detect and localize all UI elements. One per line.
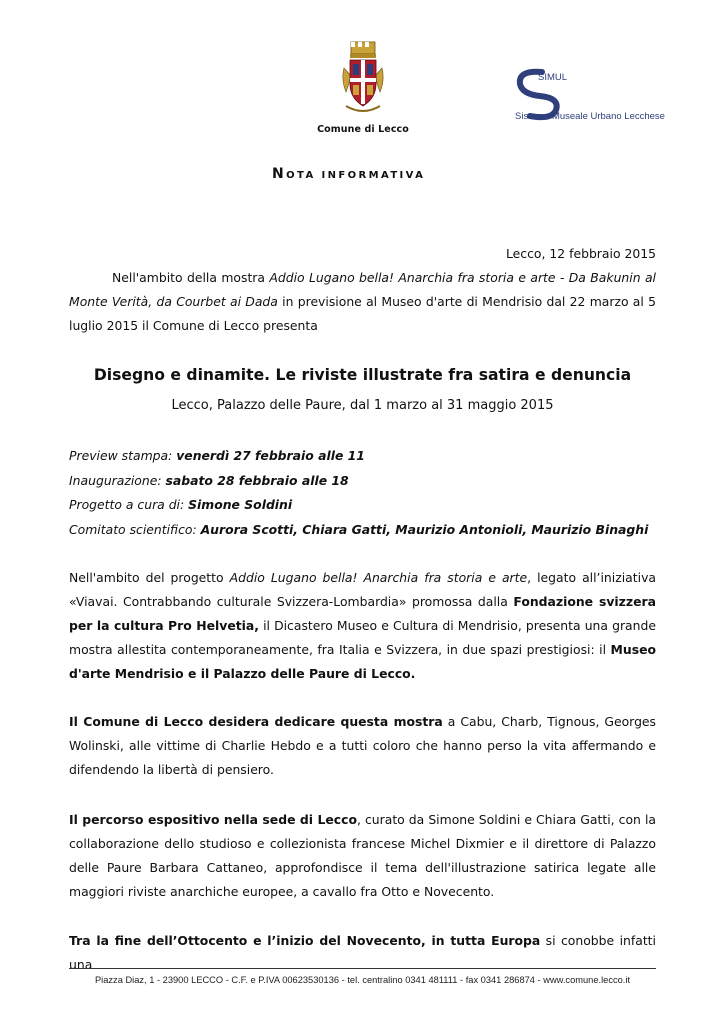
para4-bold: Tra la fine dell’Ottocento e l’inizio del Novecento, in tutta Europa [69,933,541,948]
simul-logo-text: SIMUL [538,72,568,83]
comune-di-lecco-logo [316,40,410,135]
paragraph-project [69,566,656,686]
page-heading [272,166,425,182]
credit-preview [69,444,648,469]
para3-bold: Il percorso espositivo nella sede di Lecco [69,812,357,827]
heading-first-letter: N [272,166,287,182]
credit-committee [69,518,648,543]
para1-text-a: Nell'ambito del progetto [69,570,230,585]
paragraph-exhibition-path [69,808,656,904]
exhibition-title: Disegno e dinamite. Le riviste illustrate fra satira e denuncia [93,366,632,384]
credit-curator [69,493,648,518]
intro-text-2: in previsione al Museo d'arte di Mendrisio dal 22 marzo al 5 luglio 2015 il Comune di Lecco presenta [69,294,657,333]
crest-caption: Comune di Lecco [317,124,409,135]
heading-rest: OTA INFORMATIVA [286,170,426,181]
exhibition-subtitle: Lecco, Palazzo delle Paure, dal 1 marzo al 31 maggio 2015 [171,398,554,413]
simul-caption: Sistema Museale Urbano Lecchese [515,111,665,122]
credit-value: Aurora Scotti, Chiara Gatti, Maurizio Antonioli, Maurizio Binaghi [200,521,649,537]
intro-text-1: Nell'ambito della mostra [112,270,270,285]
intro-exhibition-name: Addio Lugano bella! Anarchia fra storia e arte - Da Bakunin al Monte Verità, da Courbet ai Dada [69,270,656,309]
coat-of-arms-icon [340,40,386,118]
para2-bold: Il Comune di Lecco desidera dedicare questa mostra [69,714,443,729]
para1-text-b: , legato all’iniziativa «Viavai. Contrabbando culturale Svizzera-Lombardia» promossa dalla [69,570,656,609]
credit-label: Inaugurazione: [69,472,166,488]
credit-value: Simone Soldini [188,497,293,512]
dateline: Lecco, 12 febbraio 2015 [506,246,656,261]
credits-list [69,444,648,542]
para3-text: , curato da Simone Soldini e Chiara Gatti, con la collaborazione dello studioso e collezionista francese Michel Dixmier e il direttore di Palazzo delle Paure Barbara Cattaneo, approfondisce il tema dell'illustrazione satirica legate alle maggiori riviste anarchiche europee, a cavallo fra Otto e Novecento. [69,812,656,899]
para1-italic: Addio Lugano bella! Anarchia fra storia e arte [229,570,528,585]
footer-divider [69,968,656,969]
credit-inauguration [69,469,648,494]
intro-paragraph [69,266,656,338]
paragraph-history [69,929,656,977]
para2-text: a Cabu, Charb, Tignous, Georges Wolinski, alle vittime di Charlie Hebdo e a tutti coloro che hanno perso la vita affermando e difendendo la libertà di pensiero. [69,714,657,777]
para1-bold-foundation: Fondazione svizzera per la cultura Pro Helvetia, [69,594,656,633]
para1-text-c: il Dicastero Museo e Cultura di Mendrisio, presenta una grande mostra allestita contemporaneamente, fra Italia e Svizzera, in due spazi prestigiosi: il [69,618,656,657]
credit-label: Preview stampa: [69,448,177,463]
para4-text: si conobbe infatti una [69,933,656,972]
credit-label: Progetto a cura di: [69,497,189,512]
credit-value: venerdì 27 febbraio alle 11 [176,448,365,463]
footer-address: Piazza Diaz, 1 - 23900 LECCO - C.F. e P.IVA 00623530136 - tel. centralino 0341 481111 - fax 0341 286874 - www.comune.lecco.it [94,975,631,985]
para1-bold-venues: Museo d'arte Mendrisio e il Palazzo delle Paure di Lecco. [69,642,656,681]
credit-value: sabato 28 febbraio alle 18 [165,472,349,488]
paragraph-dedication [69,710,656,782]
credit-label: Comitato scientifico: [69,521,201,537]
